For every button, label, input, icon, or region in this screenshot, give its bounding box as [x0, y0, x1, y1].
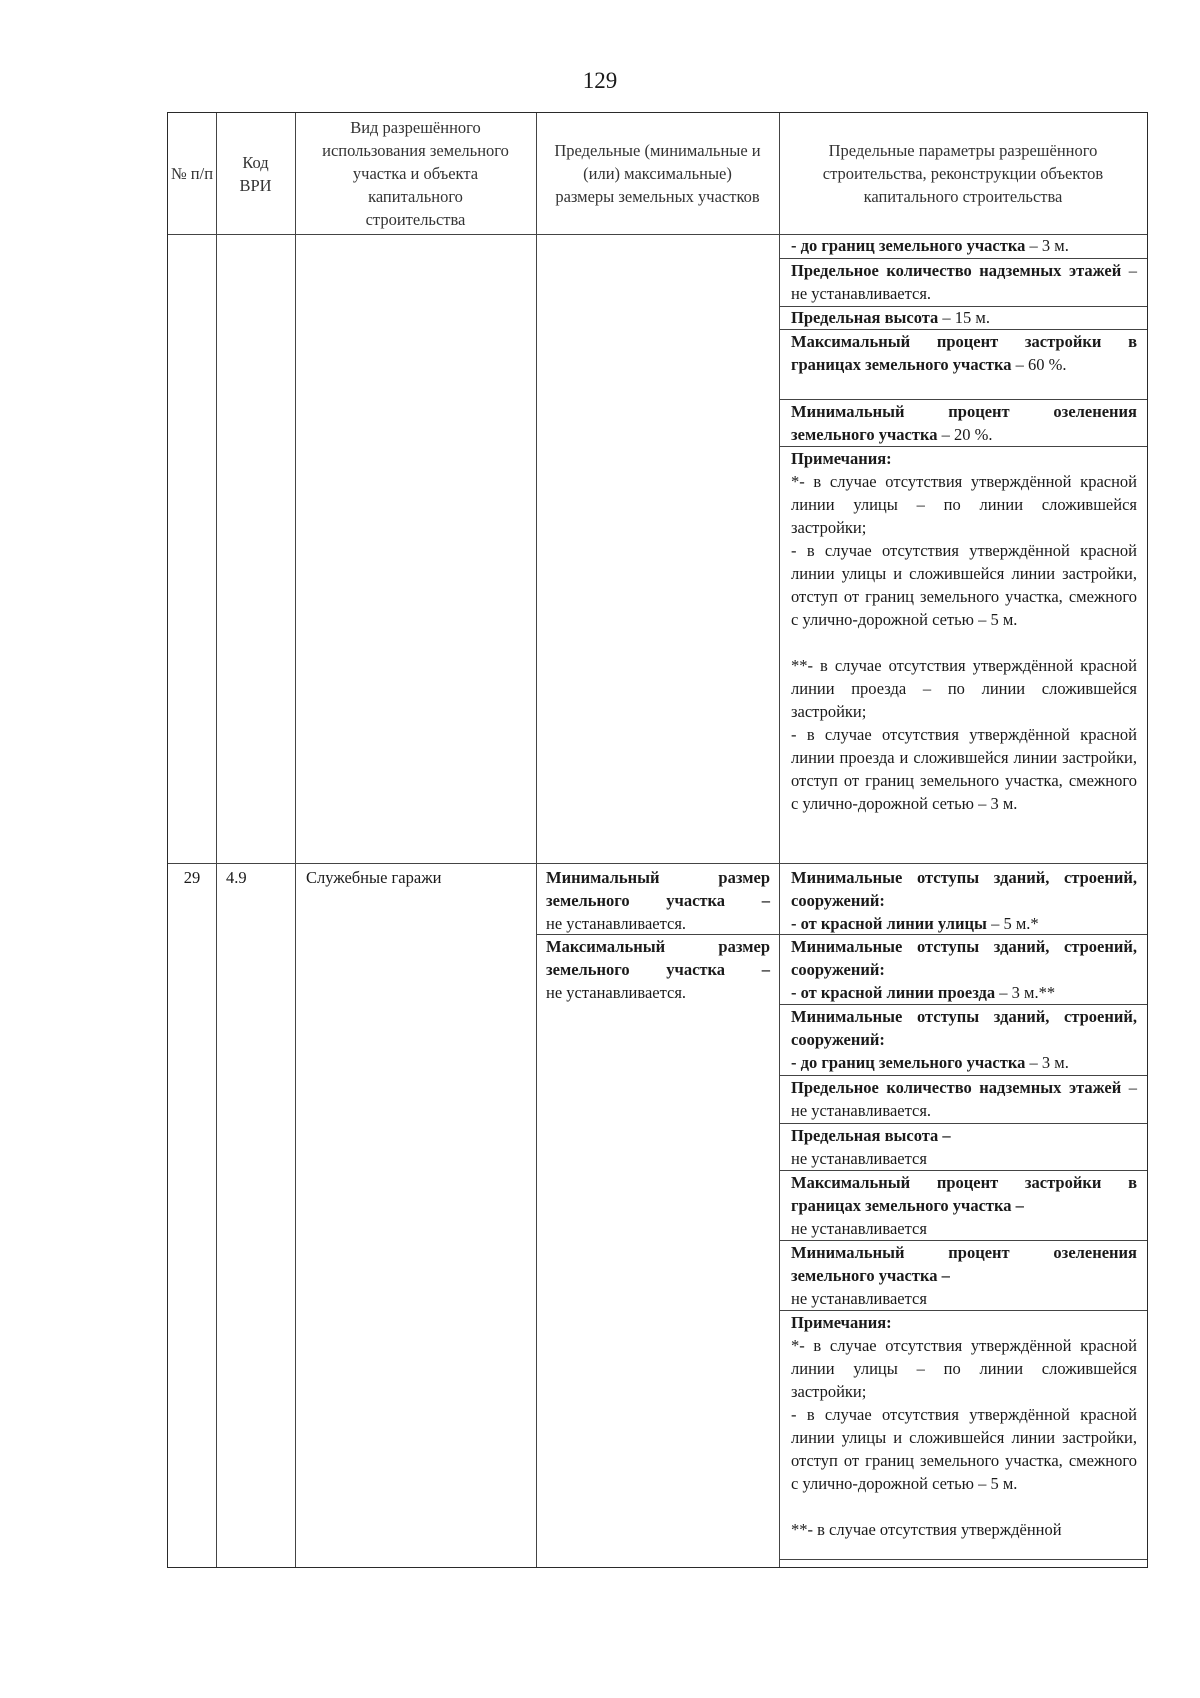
note: - в случае отсутствия утверждённой красной линии улицы и сложившейся линии застройки, отступ от границ земельного участка, смежного с улично-дорожной сетью – 5 м. — [791, 1405, 1137, 1493]
param-setback-street: Минимальные отступы зданий, строений, сооружений: - от красной линии улицы – 5 м.* — [791, 868, 1137, 933]
param-notes — [791, 447, 1137, 815]
plot-max-size: Максимальный размер земельного участка – не устанавливается. — [546, 937, 770, 1002]
note: *- в случае отсутствия утверждённой красной линии улицы – по линии сложившейся застройки; — [791, 472, 1137, 537]
param-green: Минимальный процент озеленения земельного участка – 20 %. — [791, 402, 1137, 444]
param-coverage: Максимальный процент застройки в границах земельного участка – не устанавливается — [791, 1173, 1137, 1238]
header-use-type: Вид разрешённого использования земельного участка и объекта капитального строительства — [322, 118, 509, 229]
header-num: № п/п — [170, 164, 214, 183]
notes-title: Примечания: — [791, 449, 892, 468]
param-setback-drive: Минимальные отступы зданий, строений, сооружений: - от красной линии проезда – 3 м.** — [791, 937, 1137, 1002]
param-coverage: Максимальный процент застройки в границах земельного участка – 60 %. — [791, 332, 1137, 374]
column-divider — [536, 113, 537, 1567]
column-divider — [216, 113, 217, 1567]
plot-min-size: Минимальный размер земельного участка – не устанавливается. — [546, 868, 770, 933]
note: - в случае отсутствия утверждённой красной линии улицы и сложившейся линии застройки, отступ от границ земельного участка, смежного с улично-дорожной сетью – 5 м. — [791, 541, 1137, 629]
param-green: Минимальный процент озеленения земельного участка – не устанавливается — [791, 1243, 1137, 1308]
param-setback-boundary: Минимальные отступы зданий, строений, сооружений: - до границ земельного участка – 3 м. — [791, 1007, 1137, 1072]
note: *- в случае отсутствия утверждённой красной линии улицы – по линии сложившейся застройки; — [791, 1336, 1137, 1401]
param-height: Предельная высота – не устанавливается — [791, 1126, 951, 1168]
header-code: Код ВРИ — [239, 152, 272, 195]
header-plot-size: Предельные (минимальные и (или) максимальные) размеры земельных участков — [554, 141, 761, 206]
row-separator — [168, 863, 1147, 864]
param-floors: Предельное количество надземных этажей – не устанавливается. — [791, 1078, 1137, 1120]
row-code: 4.9 — [226, 868, 247, 887]
note: **- в случае отсутствия утверждённой — [791, 1520, 1062, 1539]
zoning-parameters-table — [167, 112, 1148, 1568]
row-use-type: Служебные гаражи — [306, 868, 442, 887]
cell-separator — [779, 1559, 1147, 1560]
header-params: Предельные параметры разрешённого строительства, реконструкции объектов капитального строительства — [822, 141, 1104, 206]
page-number: 129 — [582, 68, 618, 93]
param-floors: Предельное количество надземных этажей – не устанавливается. — [791, 261, 1137, 303]
row-num: 29 — [183, 868, 201, 887]
param-setback-boundary: - до границ земельного участка – 3 м. — [791, 236, 1069, 255]
note: **- в случае отсутствия утверждённой красной линии проезда – по линии сложившейся застройки; — [791, 656, 1137, 721]
note: - в случае отсутствия утверждённой красной линии проезда и сложившейся линии застройки, отступ от границ земельного участка, смежного с улично-дорожной сетью – 3 м. — [791, 725, 1137, 813]
column-divider — [779, 113, 780, 1567]
notes-title: Примечания: — [791, 1313, 892, 1332]
param-notes — [791, 1311, 1137, 1541]
param-height: Предельная высота – 15 м. — [791, 308, 990, 327]
column-divider — [295, 113, 296, 1567]
